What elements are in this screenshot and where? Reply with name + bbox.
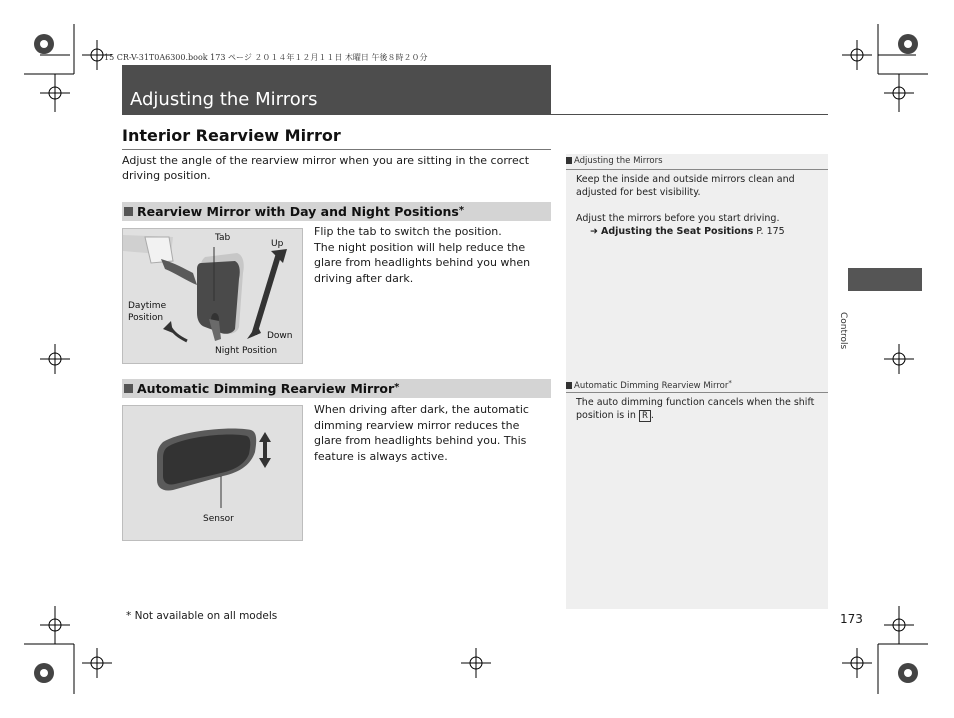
subsection-title: Rearview Mirror with Day and Night Positions: [137, 204, 459, 219]
section-square-icon: [124, 207, 133, 216]
page-number: 173: [840, 612, 863, 626]
note-line2: Adjust the mirrors before you start driving.: [576, 213, 780, 224]
note-line1: Keep the inside and outside mirrors clean and adjusted for best visibility.: [576, 174, 795, 198]
note-heading-text: Adjusting the Mirrors: [574, 156, 663, 166]
footnote: * Not available on all models: [126, 610, 278, 622]
note-mirrors-text: [576, 173, 816, 238]
note-heading-mirrors: [566, 156, 828, 166]
subsection-day-night-header: [122, 202, 551, 221]
section-rule: [122, 149, 551, 150]
day-night-text-line1: Flip the tab to switch the position.: [314, 225, 502, 238]
intro-text: Adjust the angle of the rearview mirror when you are sitting in the correct driving position.: [122, 154, 530, 182]
seat-positions-link[interactable]: [590, 225, 816, 238]
print-header: 15 CR-V-31T0A6300.book 173 ページ ２０１４年１２月１１日 木曜日 午後８時２０分: [104, 53, 428, 62]
asterisk: *: [728, 379, 732, 387]
section-square-icon: [124, 384, 133, 393]
note-rule: [566, 392, 828, 393]
note-heading-text: Automatic Dimming Rearview Mirror: [574, 381, 729, 391]
night-position-label: Night Position: [215, 346, 278, 356]
day-night-text-line2: The night position will help reduce the glare from headlights behind you when driving after dark.: [314, 240, 531, 285]
note-text-after: .: [650, 410, 654, 421]
tab-label: Tab: [215, 233, 231, 243]
chapter-title: Adjusting the Mirrors: [130, 89, 318, 110]
down-label: Down: [267, 331, 293, 341]
position-label: Position: [128, 313, 164, 323]
note-arrow-icon: [566, 157, 572, 164]
controls-side-label: Controls: [838, 312, 848, 350]
auto-dimming-text: When driving after dark, the automatic dimming rearview mirror reduces the glare from headlights behind you. This feature is always active.: [314, 403, 529, 463]
auto-dimming-mirror-figure: [122, 405, 303, 541]
link-label[interactable]: Adjusting the Seat Positions: [601, 226, 754, 237]
sensor-label: Sensor: [203, 514, 234, 524]
asterisk: *: [394, 382, 400, 393]
asterisk: *: [458, 205, 465, 216]
subsection-auto-dimming-header: [122, 379, 551, 398]
section-title: Interior Rearview Mirror: [122, 126, 341, 145]
chapter-title-band: [122, 65, 551, 114]
link-arrow-icon: ➜: [590, 226, 598, 237]
link-page: P. 175: [756, 226, 785, 237]
note-arrow-icon: [566, 382, 572, 389]
day-night-text: [314, 224, 550, 286]
r-key-icon: R: [639, 410, 651, 422]
controls-side-tab[interactable]: [848, 268, 922, 291]
day-night-mirror-figure: [122, 228, 303, 364]
subsection-title: Automatic Dimming Rearview Mirror: [137, 381, 395, 396]
note-heading-auto-dimming: [566, 379, 828, 391]
note-auto-dimming-text: [576, 396, 816, 422]
up-label: Up: [271, 239, 284, 249]
note-text-before: The auto dimming function cancels when the shift position is in: [576, 397, 815, 421]
daytime-label: Daytime: [128, 301, 167, 311]
title-rule: [122, 114, 828, 115]
note-rule: [566, 169, 828, 170]
